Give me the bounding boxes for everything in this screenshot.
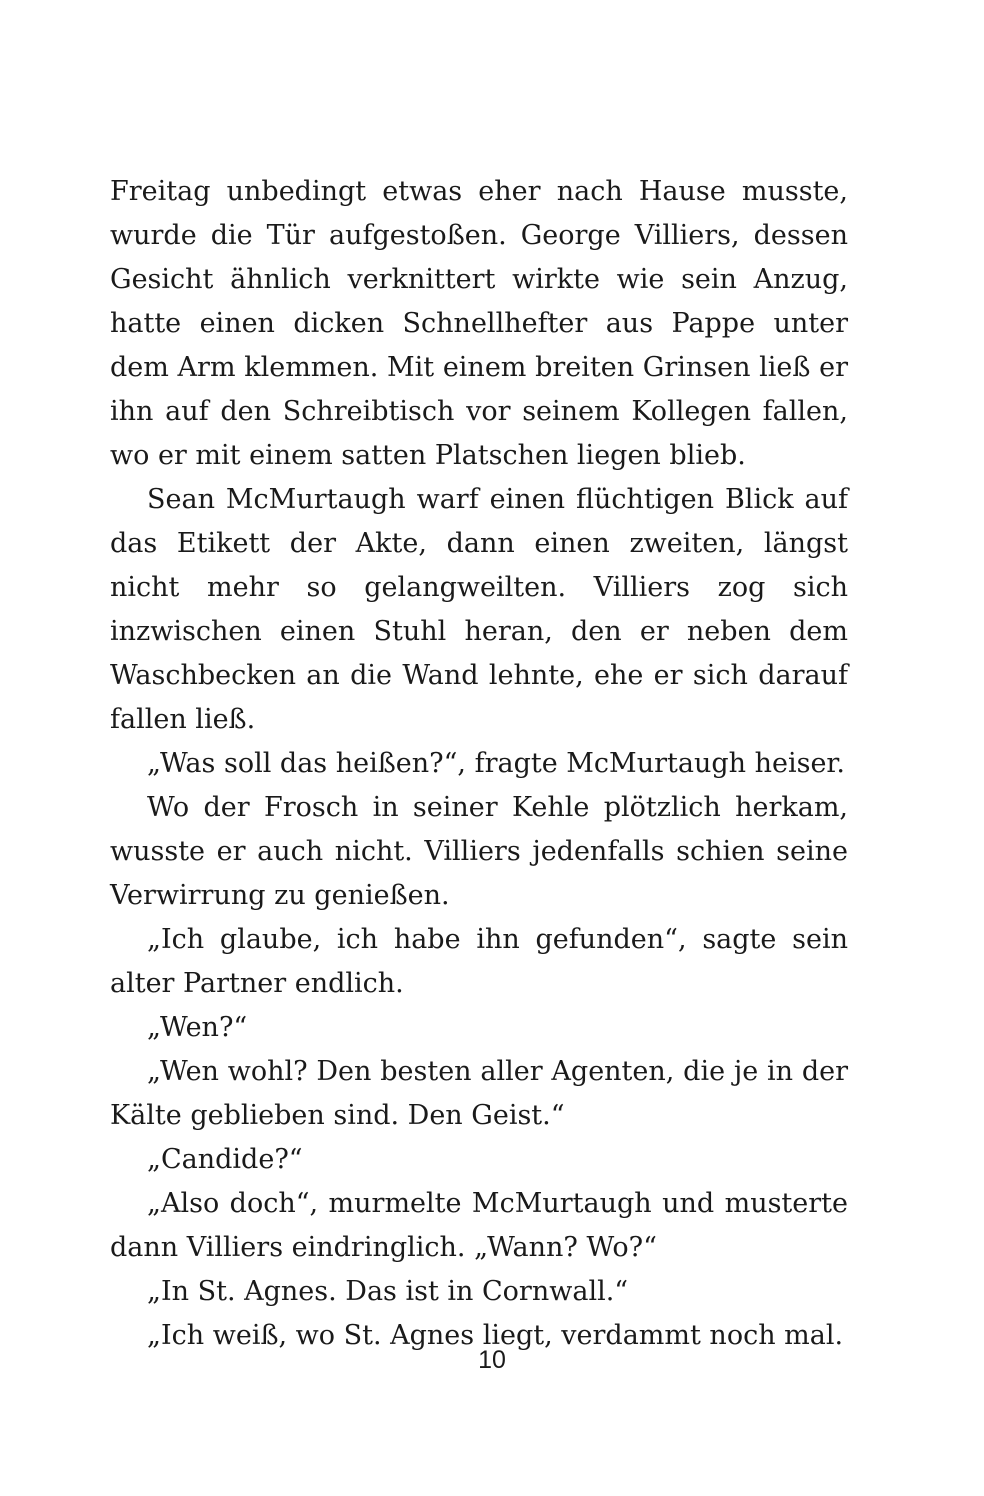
- paragraph-7: „Wen wohl? Den besten aller Agenten, die je in der Kälte geblieben sind. Den Geist.“: [110, 1056, 848, 1131]
- paragraph-4: Wo der Frosch in seiner Kehle plötzlich herkam, wusste er auch nicht. Villiers jedenfalls schien seine Verwirrung zu genießen.: [110, 792, 848, 911]
- paragraph-5: „Ich glaube, ich habe ihn gefunden“, sagte sein alter Partner endlich.: [110, 924, 848, 999]
- paragraph-9: „Also doch“, murmelte McMurtaugh und musterte dann Villiers eindringlich. „Wann? Wo?“: [110, 1188, 848, 1263]
- paragraph-1: Freitag unbedingt etwas eher nach Hause musste, wurde die Tür aufgestoßen. George Villiers, dessen Gesicht ähnlich verknittert wirkte wie sein Anzug, hatte einen dicken Schnellhefter aus Pappe unter dem Arm klemmen. Mit einem breiten Grinsen ließ er ihn auf den Schreibtisch vor seinem Kollegen fallen, wo er mit einem satten Platschen liegen blieb.: [110, 176, 848, 471]
- paragraph-2: Sean McMurtaugh warf einen flüchtigen Blick auf das Etikett der Akte, dann einen zweiten, längst nicht mehr so gelangweilten. Villiers zog sich inzwischen einen Stuhl heran, den er neben dem Waschbecken an die Wand lehnte, ehe er sich darauf fallen ließ.: [110, 484, 848, 735]
- page-number: 10: [478, 1346, 506, 1374]
- body-text: [110, 170, 848, 1358]
- paragraph-6: „Wen?“: [147, 1012, 248, 1043]
- paragraph-11: „Ich weiß, wo St. Agnes liegt, verdammt noch mal.: [147, 1320, 844, 1351]
- paragraph-3: „Was soll das heißen?“, fragte McMurtaugh heiser.: [147, 748, 845, 779]
- paragraph-10: „In St. Agnes. Das ist in Cornwall.“: [147, 1276, 629, 1307]
- paragraph-8: „Candide?“: [147, 1144, 303, 1175]
